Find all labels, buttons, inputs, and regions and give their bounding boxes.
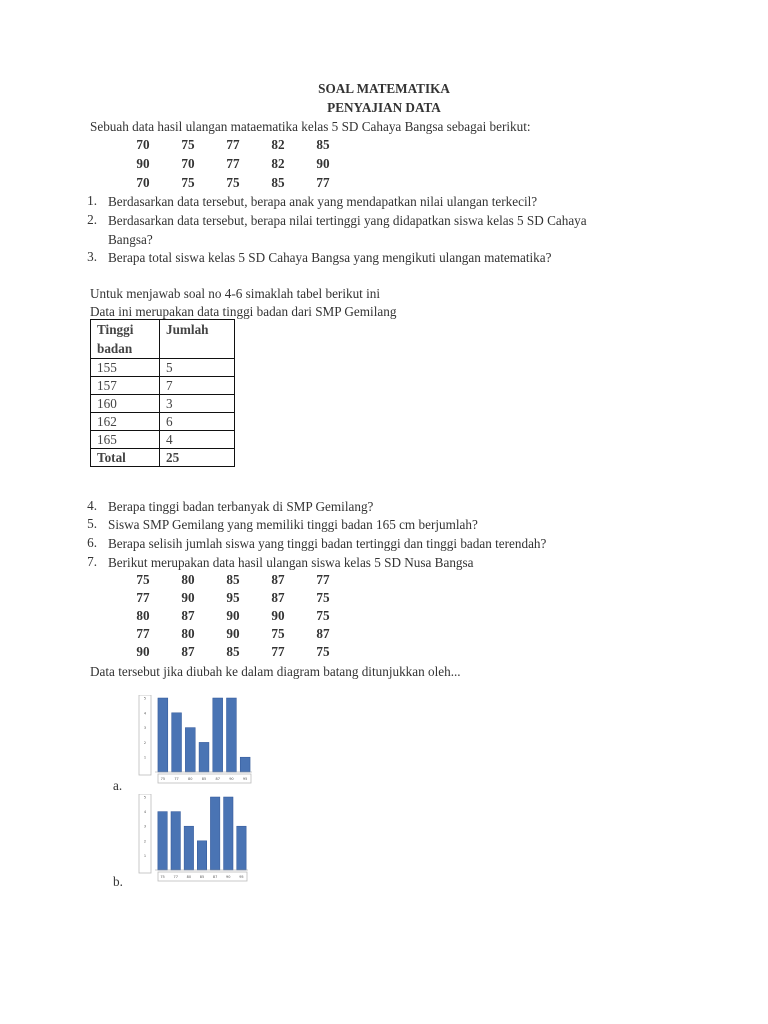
bar-80: [185, 728, 195, 772]
score-cell: 82: [271, 156, 285, 171]
score-cell: 77: [226, 156, 240, 171]
y-tick-label: 4: [143, 810, 147, 815]
x-tick-label: 90: [229, 777, 234, 781]
score-cell: 85: [226, 572, 240, 587]
bar-90: [226, 698, 236, 772]
x-tick-label: 95: [239, 875, 244, 879]
total-label: Total: [91, 449, 160, 467]
score-cell: 70: [181, 156, 195, 171]
score-cell: 82: [271, 137, 285, 152]
score-cell: 87: [316, 626, 330, 641]
y-tick-label: 3: [143, 726, 147, 731]
score-cell: 85: [226, 644, 240, 659]
chart-prompt: Data tersebut jika diubah ke dalam diagram batang ditunjukkan oleh...: [90, 664, 461, 679]
x-tick-label: 85: [199, 875, 205, 879]
x-tick-label: 80: [186, 875, 192, 879]
score-cell: 87: [271, 590, 285, 605]
score-cell: 75: [136, 572, 150, 587]
height-cell: 157: [91, 377, 160, 395]
height-table: [90, 319, 235, 467]
height-cell: 160: [91, 395, 160, 413]
bar-95: [237, 826, 246, 870]
bar-90: [224, 797, 233, 870]
page-subtitle: PENYAJIAN DATA: [327, 100, 441, 115]
table-row: [91, 395, 235, 413]
score-cell: 87: [271, 572, 285, 587]
height-cell: 155: [91, 359, 160, 377]
score-cell: 70: [136, 175, 150, 190]
x-tick-label: 95: [242, 777, 248, 781]
question-number: 4.: [87, 498, 97, 513]
y-axis-frame: [139, 794, 151, 873]
x-tick-label: 87: [215, 777, 220, 781]
count-cell: 3: [160, 395, 235, 413]
table-row: [91, 359, 235, 377]
score-cell: 75: [316, 590, 330, 605]
table-row: [91, 377, 235, 395]
bar-chart-option-b: [138, 794, 250, 884]
option-label-a: a.: [113, 778, 123, 793]
table-row: [91, 413, 235, 431]
x-tick-label: 90: [226, 875, 231, 879]
score-cell: 90: [181, 590, 195, 605]
score-cell: 75: [181, 175, 195, 190]
score-cell: 77: [136, 590, 150, 605]
y-tick-label: 5: [143, 696, 147, 701]
question-text: Berikut merupakan data hasil ulangan siswa kelas 5 SD Nusa Bangsa: [108, 555, 474, 570]
bar-87: [210, 797, 219, 870]
column-header-height: [91, 320, 160, 359]
bar-77: [172, 713, 182, 772]
y-tick-label: 2: [143, 839, 147, 844]
score-cell: 90: [226, 608, 240, 623]
column-header-height-line-1: Tinggi: [97, 322, 134, 337]
bar-95: [240, 757, 250, 772]
score-cell: 75: [226, 175, 240, 190]
question-number: 2.: [87, 212, 97, 227]
score-cell: 95: [226, 590, 240, 605]
question-text: Berdasarkan data tersebut, berapa nilai tertinggi yang didapatkan siswa kelas 5 SD Cahaya: [108, 213, 587, 228]
count-cell: 7: [160, 377, 235, 395]
x-tick-label: 85: [201, 777, 207, 781]
option-label-b: b.: [113, 874, 123, 889]
score-cell: 77: [316, 175, 330, 190]
x-tick-label: 87: [212, 875, 218, 879]
y-tick-label: 3: [143, 824, 147, 829]
score-cell: 75: [316, 608, 330, 623]
column-header-height-line-2: badan: [97, 341, 133, 356]
height-cell: 165: [91, 431, 160, 449]
question-number: 5.: [87, 516, 97, 531]
score-cell: 90: [136, 644, 150, 659]
x-tick-label: 77: [173, 875, 178, 879]
intro-text: Sebuah data hasil ulangan mataematika kelas 5 SD Cahaya Bangsa sebagai berikut:: [90, 119, 531, 134]
score-cell: 75: [181, 137, 195, 152]
x-tick-label: 80: [188, 777, 193, 781]
score-cell: 77: [271, 644, 285, 659]
x-tick-label: 75: [160, 777, 166, 781]
y-tick-label: 4: [143, 711, 147, 716]
table-intro-line-2: Data ini merupakan data tinggi badan dari SMP Gemilang: [90, 304, 397, 319]
question-text: Berapa total siswa kelas 5 SD Cahaya Bangsa yang mengikuti ulangan matematika?: [108, 250, 552, 265]
y-tick-label: 1: [143, 853, 147, 858]
height-cell: 162: [91, 413, 160, 431]
x-tick-label: 77: [174, 777, 179, 781]
score-cell: 80: [136, 608, 150, 623]
score-cell: 87: [181, 644, 195, 659]
table-row: [91, 431, 235, 449]
question-number: 6.: [87, 535, 97, 550]
question-number: 7.: [87, 554, 97, 569]
y-axis-frame: [139, 695, 151, 775]
bar-75: [158, 698, 168, 772]
score-cell: 90: [136, 156, 150, 171]
score-cell: 70: [136, 137, 150, 152]
bar-77: [171, 812, 180, 870]
question-number: 1.: [87, 193, 97, 208]
column-header-count: Jumlah: [160, 320, 235, 359]
bar-85: [197, 841, 206, 870]
score-cell: 75: [271, 626, 285, 641]
bar-chart-option-a: [138, 695, 254, 786]
question-text: Berdasarkan data tersebut, berapa anak yang mendapatkan nilai ulangan terkecil?: [108, 194, 538, 209]
bar-87: [213, 698, 223, 772]
table-header-row: [91, 320, 235, 359]
y-tick-label: 1: [143, 755, 147, 760]
question-text: Berapa tinggi badan terbanyak di SMP Gemilang?: [108, 499, 374, 514]
question-text: Berapa selisih jumlah siswa yang tinggi badan tertinggi dan tinggi badan terendah?: [108, 536, 547, 551]
question-text: Siswa SMP Gemilang yang memiliki tinggi badan 165 cm berjumlah?: [108, 517, 478, 532]
x-tick-label: 75: [160, 875, 165, 879]
score-cell: 77: [226, 137, 240, 152]
bar-75: [158, 812, 167, 870]
score-cell: 90: [316, 156, 330, 171]
score-cell: 90: [226, 626, 240, 641]
score-cell: 80: [181, 572, 195, 587]
score-cell: 80: [181, 626, 195, 641]
bar-chart-svg: [138, 794, 250, 884]
score-cell: 75: [316, 644, 330, 659]
count-cell: 5: [160, 359, 235, 377]
y-tick-label: 2: [143, 740, 147, 745]
score-cell: 85: [271, 175, 285, 190]
page-title: SOAL MATEMATIKA: [318, 81, 450, 96]
score-cell: 87: [181, 608, 195, 623]
question-number: 3.: [87, 249, 97, 264]
bar-chart-svg: [138, 695, 254, 786]
y-tick-label: 5: [143, 795, 147, 800]
score-cell: 77: [316, 572, 330, 587]
table-total-row: [91, 449, 235, 467]
question-text-continued: Bangsa?: [108, 232, 153, 247]
score-cell: 90: [271, 608, 285, 623]
bar-80: [184, 826, 193, 870]
total-value: 25: [160, 449, 235, 467]
score-cell: 85: [316, 137, 330, 152]
score-cell: 77: [136, 626, 150, 641]
bar-85: [199, 742, 209, 772]
count-cell: 6: [160, 413, 235, 431]
table-intro-line-1: Untuk menjawab soal no 4-6 simaklah tabel berikut ini: [90, 286, 381, 301]
count-cell: 4: [160, 431, 235, 449]
